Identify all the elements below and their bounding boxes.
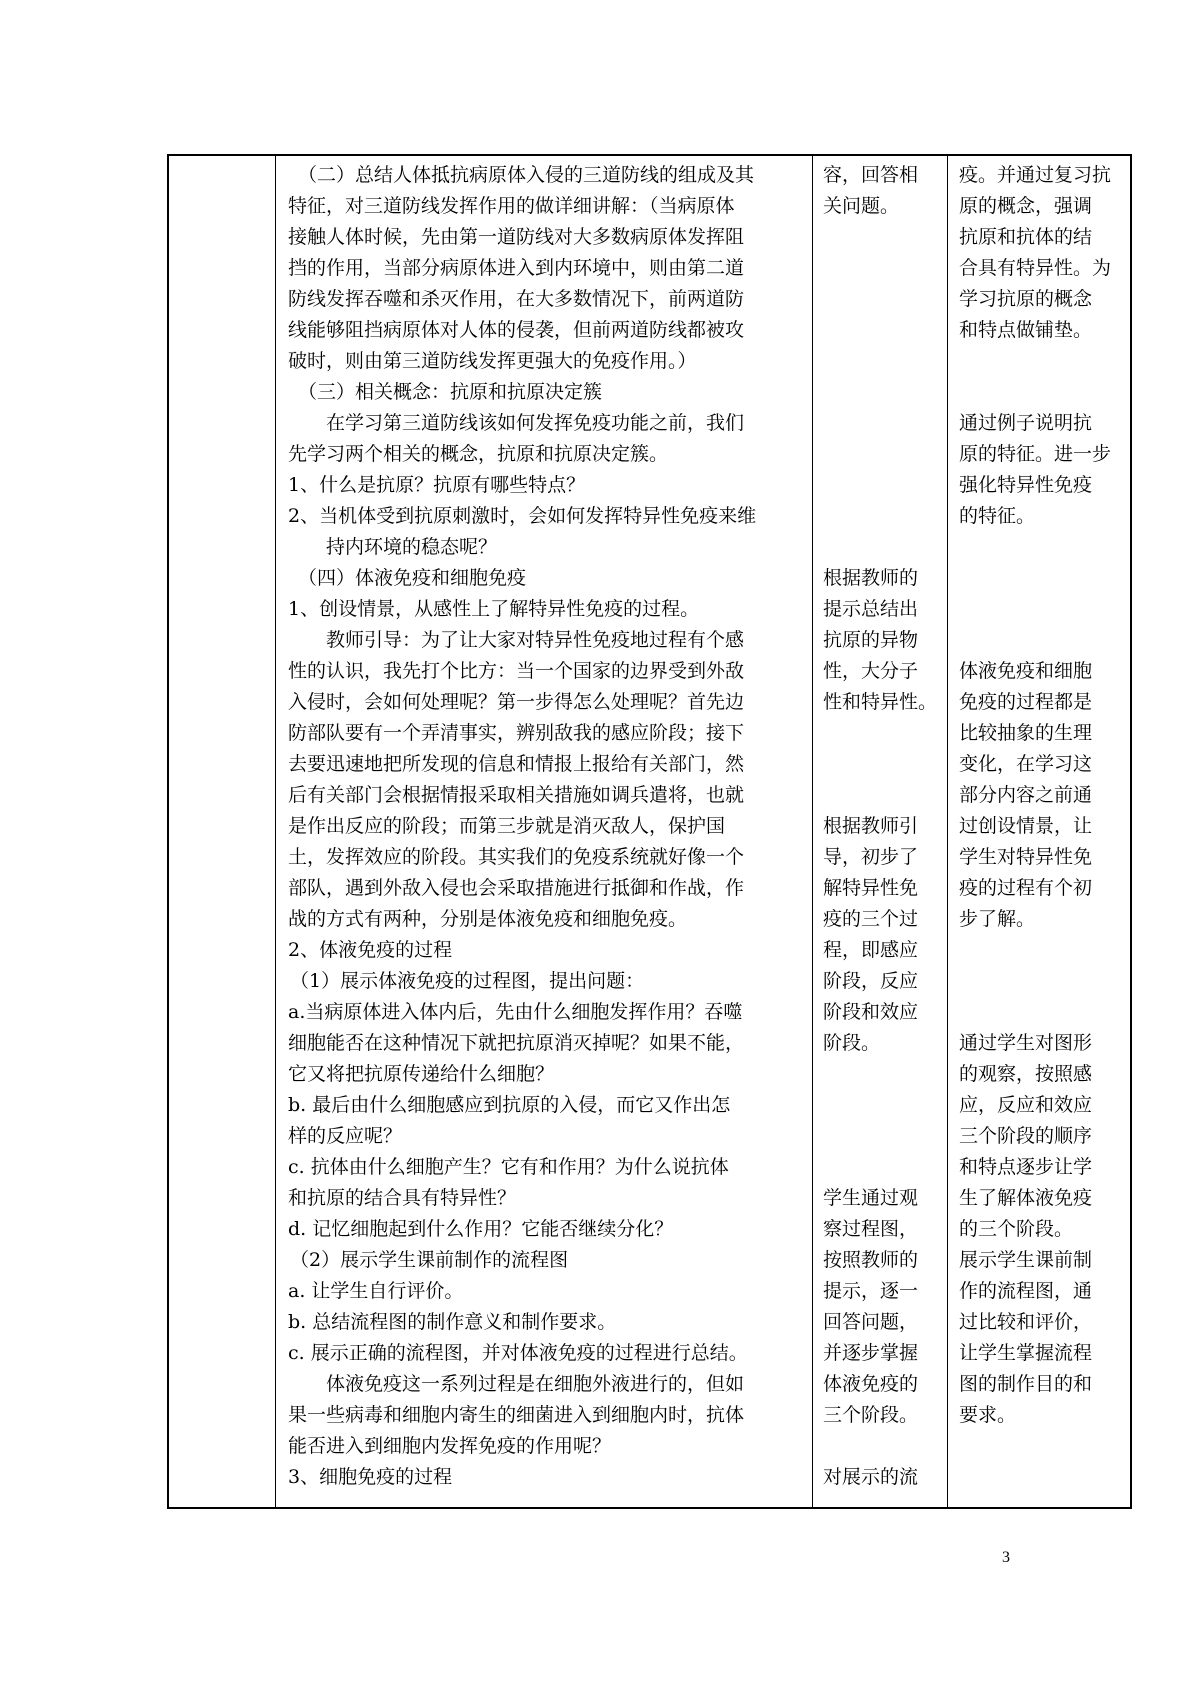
teacher-activity-line: 和抗原的结合具有特异性？ xyxy=(288,1187,517,1209)
teacher-activity-line: 样的反应呢？ xyxy=(288,1125,403,1147)
design-intent-line: 过创设情景，让 xyxy=(959,815,1093,837)
teacher-activity-line: 教师引导：为了让大家对特异性免疫地过程有个感 xyxy=(326,629,745,651)
teacher-activity-line: （2）展示学生课前制作的流程图 xyxy=(290,1249,569,1271)
student-activity-line: 阶段，反应 xyxy=(823,970,919,992)
design-intent-line: 通过例子说明抗 xyxy=(959,412,1093,434)
student-activity-line: 提示总结出 xyxy=(823,598,919,620)
teacher-activity-line: 能否进入到细胞内发挥免疫的作用呢？ xyxy=(288,1435,612,1457)
student-activity-line: 体液免疫的 xyxy=(823,1373,919,1395)
design-intent-line: 要求。 xyxy=(959,1404,1017,1426)
student-activity-line: 根据教师的 xyxy=(823,567,919,589)
teacher-activity-line: 破时，则由第三道防线发挥更强大的免疫作用。） xyxy=(288,350,697,372)
teacher-activity-line: （二）总结人体抵抗病原体入侵的三道防线的组成及其 xyxy=(298,164,755,186)
design-intent-line: 学生对特异性免 xyxy=(959,846,1093,868)
student-activity-line: 学生通过观 xyxy=(823,1187,919,1209)
teacher-activity-line: 防线发挥吞噬和杀灭作用，在大多数情况下，前两道防 xyxy=(288,288,745,310)
design-intent-line: 和特点逐步让学 xyxy=(959,1156,1093,1178)
design-intent-line: 合具有特异性。为 xyxy=(959,257,1112,279)
page-number: 3 xyxy=(1002,1549,1010,1566)
design-intent-line: 生了解体液免疫 xyxy=(959,1187,1093,1209)
teacher-activity-line: c. 展示正确的流程图，并对体液免疫的过程进行总结。 xyxy=(288,1342,748,1364)
student-activity-line: 提示，逐一 xyxy=(823,1280,919,1302)
student-activity-line: 性和特异性。 xyxy=(823,691,938,713)
student-activity-line: 程，即感应 xyxy=(823,939,919,961)
teacher-activity-line: 入侵时，会如何处理呢？第一步得怎么处理呢？首先边 xyxy=(288,691,745,713)
design-intent-line: 变化，在学习这 xyxy=(959,753,1093,775)
teacher-activity-line: 去要迅速地把所发现的信息和情报上报给有关部门，然 xyxy=(288,753,745,775)
design-intent-line: 和特点做铺垫。 xyxy=(959,319,1093,341)
teacher-activity-line: a. 让学生自行评价。 xyxy=(288,1280,464,1302)
design-intent-line: 疫。并通过复习抗 xyxy=(959,164,1112,186)
student-activity-line: 解特异性免 xyxy=(823,877,919,899)
student-activity-line: 性，大分子 xyxy=(823,660,919,682)
teacher-activity-line: 先学习两个相关的概念，抗原和抗原决定簇。 xyxy=(288,443,669,465)
column-divider-1 xyxy=(275,156,276,1507)
teacher-activity-line: b. 总结流程图的制作意义和制作要求。 xyxy=(288,1311,617,1333)
design-intent-line: 图的制作目的和 xyxy=(959,1373,1093,1395)
teacher-activity-line: 持内环境的稳态呢？ xyxy=(326,536,498,558)
column-divider-2 xyxy=(812,156,813,1507)
design-intent-line: 让学生掌握流程 xyxy=(959,1342,1093,1364)
design-intent-line: 步了解。 xyxy=(959,908,1036,930)
teacher-activity-line: 防部队要有一个弄清事实，辨别敌我的感应阶段；接下 xyxy=(288,722,745,744)
teacher-activity-line: 特征，对三道防线发挥作用的做详细讲解：（当病原体 xyxy=(288,195,735,217)
teacher-activity-line: b. 最后由什么细胞感应到抗原的入侵，而它又作出怎 xyxy=(288,1094,731,1116)
student-activity-line: 关问题。 xyxy=(823,195,900,217)
teacher-activity-line: 接触人体时候，先由第一道防线对大多数病原体发挥阻 xyxy=(288,226,745,248)
teacher-activity-line: 战的方式有两种，分别是体液免疫和细胞免疫。 xyxy=(288,908,688,930)
student-activity-line: 阶段。 xyxy=(823,1032,881,1054)
lesson-plan-table xyxy=(167,154,1132,1509)
student-activity-line: 容，回答相 xyxy=(823,164,919,186)
design-intent-line: 过比较和评价， xyxy=(959,1311,1093,1333)
teacher-activity-line: 2、当机体受到抗原刺激时，会如何发挥特异性免疫来维 xyxy=(288,505,757,527)
teacher-activity-line: 是作出反应的阶段；而第三步就是消灭敌人，保护国 xyxy=(288,815,726,837)
student-activity-line: 根据教师引 xyxy=(823,815,919,837)
student-activity-line: 导，初步了 xyxy=(823,846,919,868)
student-activity-line: 阶段和效应 xyxy=(823,1001,919,1023)
teacher-activity-line: 3、细胞免疫的过程 xyxy=(288,1466,453,1488)
design-intent-line: 抗原和抗体的结 xyxy=(959,226,1093,248)
design-intent-line: 疫的过程有个初 xyxy=(959,877,1093,899)
teacher-activity-line: （1）展示体液免疫的过程图，提出问题： xyxy=(290,970,645,992)
design-intent-line: 作的流程图，通 xyxy=(959,1280,1093,1302)
student-activity-line: 疫的三个过 xyxy=(823,908,919,930)
student-activity-line: 并逐步掌握 xyxy=(823,1342,919,1364)
teacher-activity-line: c. 抗体由什么细胞产生？它有和作用？为什么说抗体 xyxy=(288,1156,729,1178)
design-intent-line: 通过学生对图形 xyxy=(959,1032,1093,1054)
design-intent-line: 的特征。 xyxy=(959,505,1036,527)
teacher-activity-line: （四）体液免疫和细胞免疫 xyxy=(298,567,527,589)
teacher-activity-line: 部队，遇到外敌入侵也会采取措施进行抵御和作战，作 xyxy=(288,877,745,899)
column-divider-3 xyxy=(947,156,948,1507)
teacher-activity-line: 体液免疫这一系列过程是在细胞外液进行的，但如 xyxy=(326,1373,745,1395)
design-intent-line: 体液免疫和细胞 xyxy=(959,660,1093,682)
teacher-activity-line: 果一些病毒和细胞内寄生的细菌进入到细胞内时，抗体 xyxy=(288,1404,745,1426)
teacher-activity-line: 它又将把抗原传递给什么细胞？ xyxy=(288,1063,555,1085)
teacher-activity-line: 1、创设情景，从感性上了解特异性免疫的过程。 xyxy=(288,598,700,620)
design-intent-line: 免疫的过程都是 xyxy=(959,691,1093,713)
design-intent-line: 强化特异性免疫 xyxy=(959,474,1093,496)
design-intent-line: 展示学生课前制 xyxy=(959,1249,1093,1271)
teacher-activity-line: 挡的作用，当部分病原体进入到内环境中，则由第二道 xyxy=(288,257,745,279)
teacher-activity-line: （三）相关概念：抗原和抗原决定簇 xyxy=(298,381,603,403)
design-intent-line: 原的特征。进一步 xyxy=(959,443,1112,465)
design-intent-line: 原的概念，强调 xyxy=(959,195,1093,217)
student-activity-line: 回答问题， xyxy=(823,1311,919,1333)
teacher-activity-line: 后有关部门会根据情报采取相关措施如调兵遣将，也就 xyxy=(288,784,745,806)
teacher-activity-line: 2、体液免疫的过程 xyxy=(288,939,453,961)
design-intent-line: 部分内容之前通 xyxy=(959,784,1093,806)
teacher-activity-line: 细胞能否在这种情况下就把抗原消灭掉呢？如果不能， xyxy=(288,1032,745,1054)
design-intent-line: 三个阶段的顺序 xyxy=(959,1125,1093,1147)
teacher-activity-line: 在学习第三道防线该如何发挥免疫功能之前，我们 xyxy=(326,412,745,434)
student-activity-line: 对展示的流 xyxy=(823,1466,919,1488)
teacher-activity-line: 土，发挥效应的阶段。其实我们的免疫系统就好像一个 xyxy=(288,846,745,868)
student-activity-line: 三个阶段。 xyxy=(823,1404,919,1426)
student-activity-line: 抗原的异物 xyxy=(823,629,919,651)
teacher-activity-line: 1、什么是抗原？抗原有哪些特点？ xyxy=(288,474,586,496)
design-intent-line: 应，反应和效应 xyxy=(959,1094,1093,1116)
design-intent-line: 比较抽象的生理 xyxy=(959,722,1093,744)
design-intent-line: 的观察，按照感 xyxy=(959,1063,1093,1085)
design-intent-line: 的三个阶段。 xyxy=(959,1218,1074,1240)
teacher-activity-line: 线能够阻挡病原体对人体的侵袭，但前两道防线都被攻 xyxy=(288,319,745,341)
teacher-activity-line: d. 记忆细胞起到什么作用？它能否继续分化？ xyxy=(288,1218,674,1240)
teacher-activity-line: a.当病原体进入体内后，先由什么细胞发挥作用？吞噬 xyxy=(288,1001,743,1023)
teacher-activity-line: 性的认识，我先打个比方：当一个国家的边界受到外敌 xyxy=(288,660,745,682)
student-activity-line: 察过程图， xyxy=(823,1218,919,1240)
student-activity-line: 按照教师的 xyxy=(823,1249,919,1271)
design-intent-line: 学习抗原的概念 xyxy=(959,288,1093,310)
